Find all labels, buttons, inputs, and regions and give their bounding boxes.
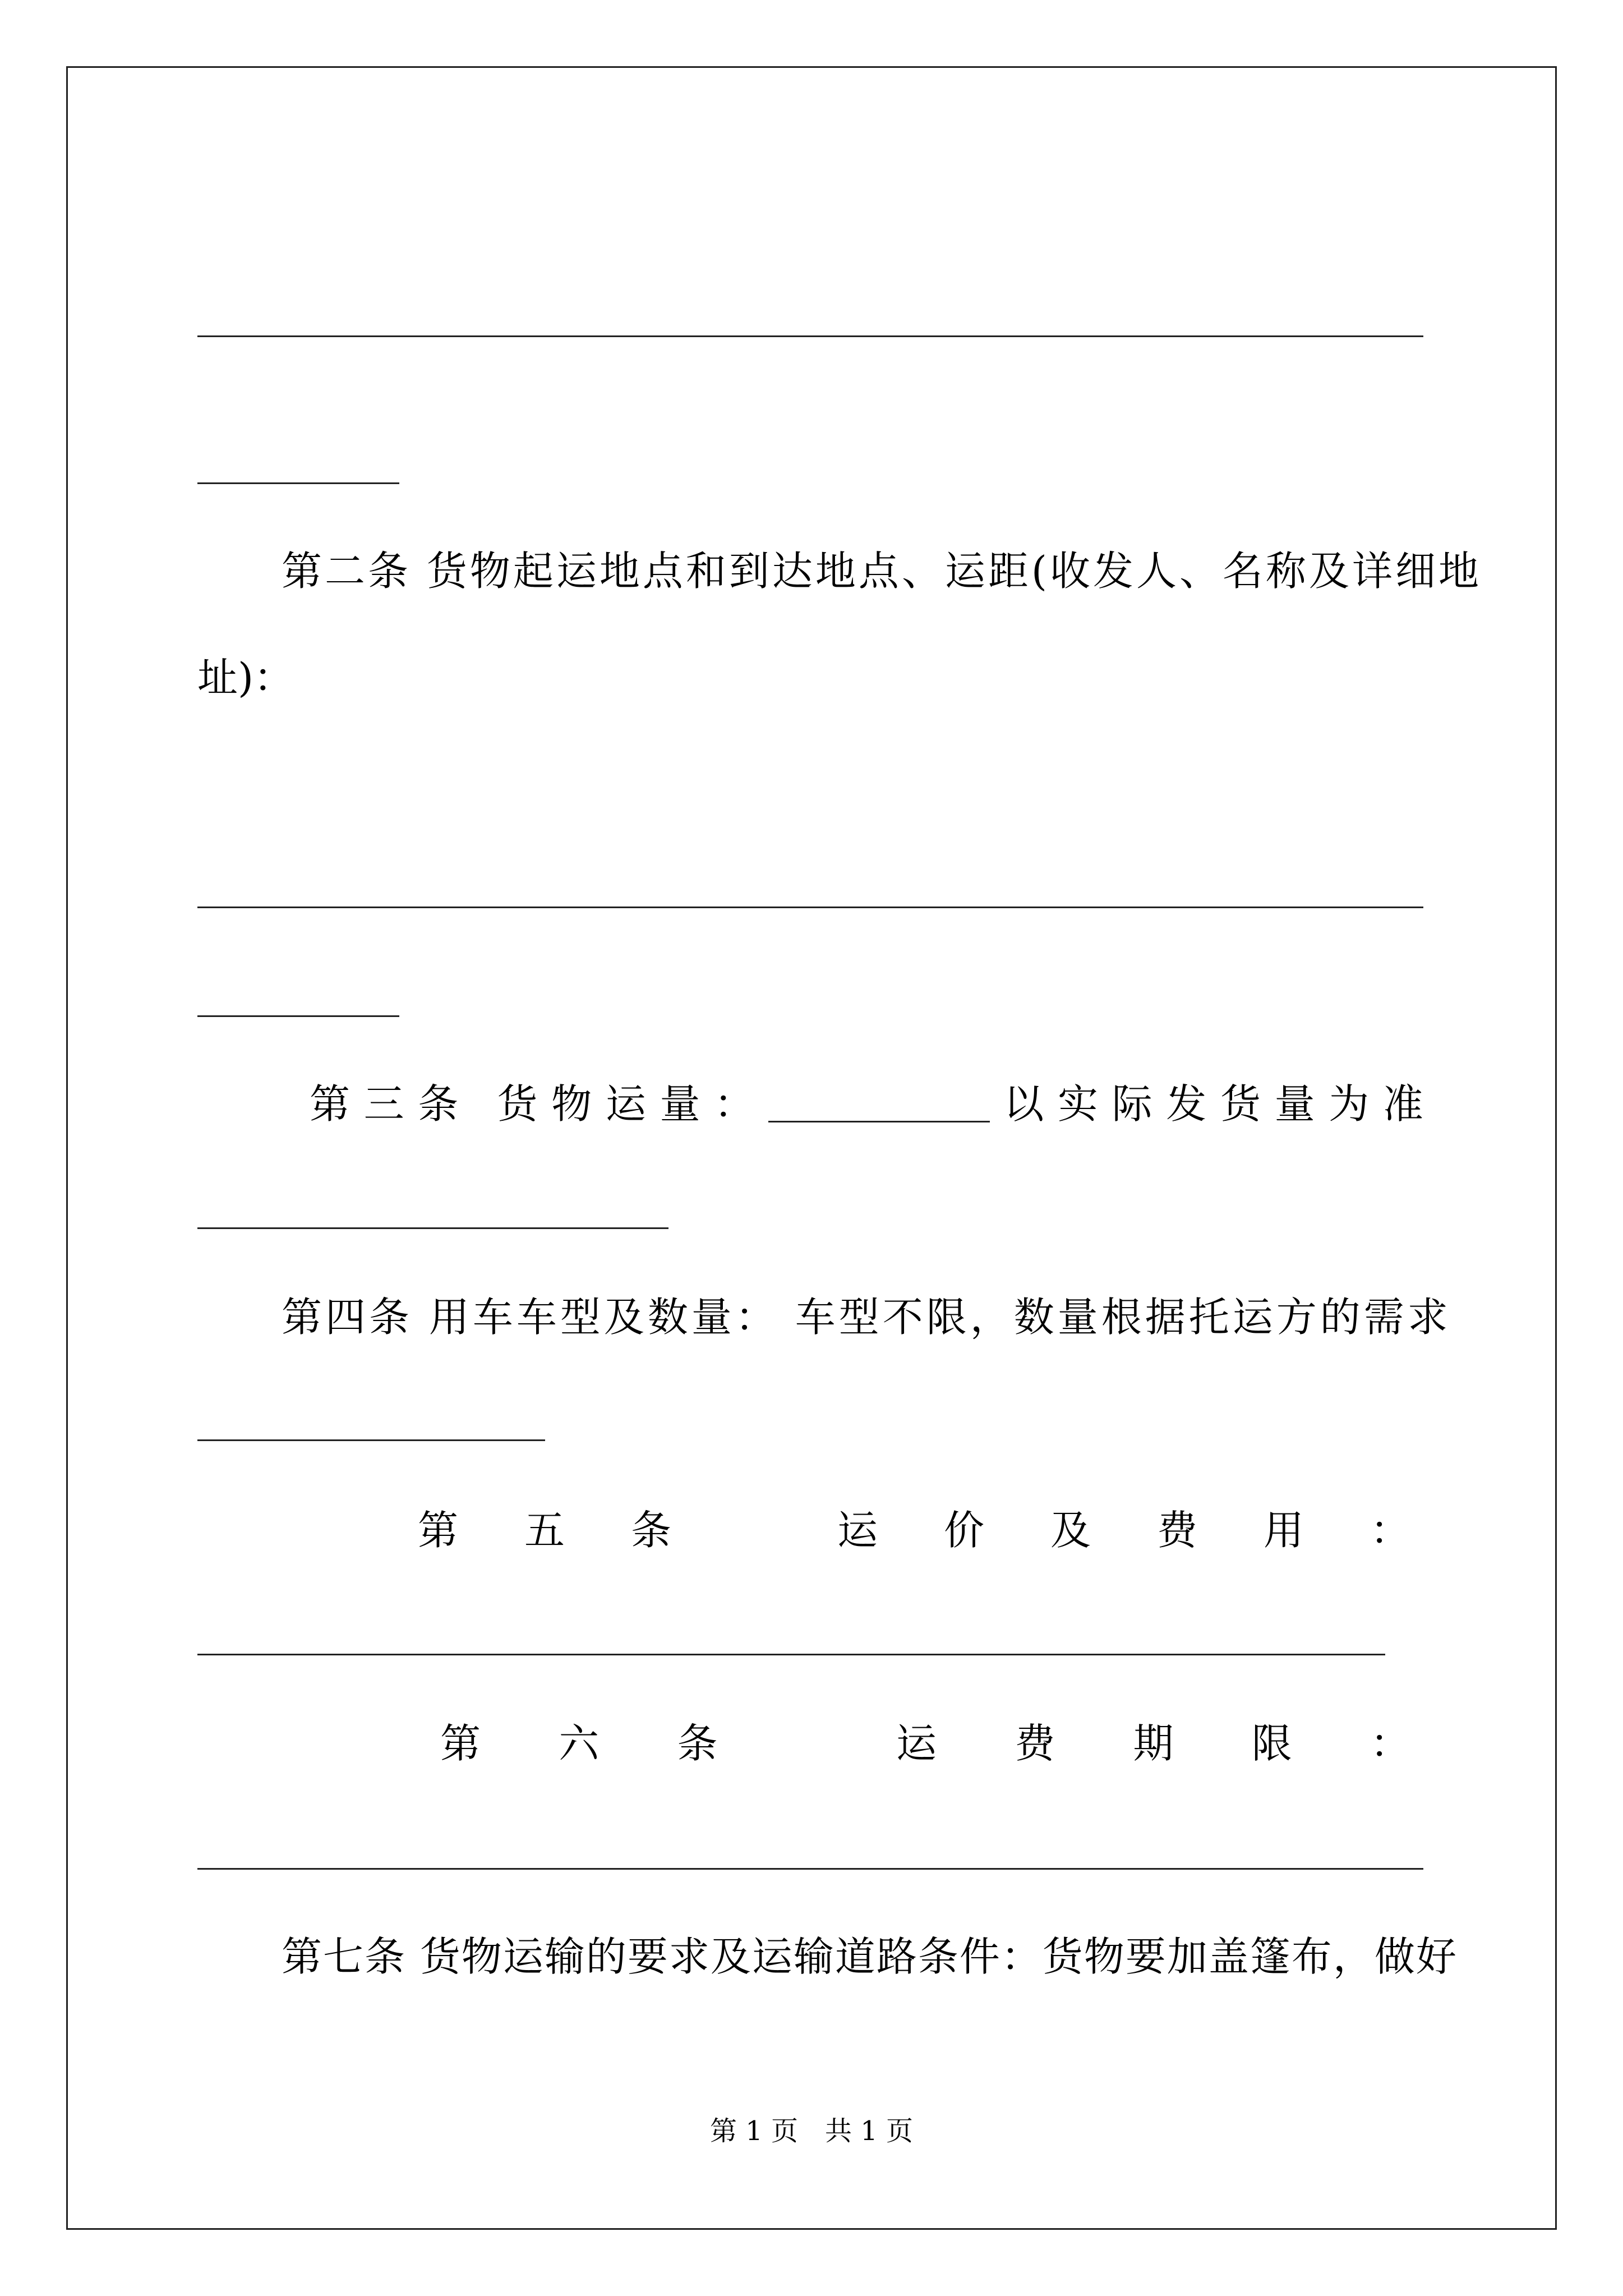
article-3-char: 发 <box>1166 1080 1207 1128</box>
fill-line <box>197 1227 668 1229</box>
article-3-char: 第 <box>310 1080 351 1128</box>
article-5-char: 费 <box>1156 1507 1197 1554</box>
fill-line <box>197 1654 1385 1655</box>
article-2-line-1: 第二条 货物起运地点和到达地点、运距(收发人、名称及详细地 <box>282 547 1482 595</box>
article-6-char: 运 <box>896 1720 937 1767</box>
article-3-char: 为 <box>1329 1080 1370 1128</box>
article-3-char: 货 <box>1220 1080 1261 1128</box>
article-3-char: 际 <box>1112 1080 1152 1128</box>
page-footer: 第 1 页 共 1 页 <box>709 2115 914 2147</box>
article-3 <box>310 1076 1423 1132</box>
article-5-char: 条 <box>631 1507 672 1554</box>
article-2-line-2: 址)： <box>197 654 294 701</box>
article-7: 第七条 货物运输的要求及运输道路条件：货物要加盖篷布，做好 <box>282 1933 1458 1980</box>
article-6-char: 六 <box>559 1720 600 1767</box>
article-3-char: 物 <box>551 1080 592 1128</box>
article-5-char: ： <box>1370 1507 1410 1554</box>
article-3-char: 以 <box>1003 1080 1044 1128</box>
article-5 <box>418 1502 1410 1558</box>
article-4: 第四条 用车车型及数量： 车型不限，数量根据托运方的需求 <box>282 1294 1451 1341</box>
fill-line <box>197 907 1423 908</box>
fill-line <box>197 482 399 484</box>
article-6-char: ： <box>1370 1720 1410 1767</box>
fill-line <box>197 1439 545 1441</box>
article-6-char: 期 <box>1133 1720 1174 1767</box>
article-3-char: 实 <box>1058 1080 1099 1128</box>
article-5-char: 价 <box>943 1507 984 1554</box>
article-5-char: 用 <box>1263 1507 1304 1554</box>
fill-line <box>197 335 1423 337</box>
fill-line <box>197 1868 1423 1870</box>
page-border <box>66 66 1557 2230</box>
article-6-char: 条 <box>677 1720 718 1767</box>
article-5-char: 及 <box>1050 1507 1091 1554</box>
article-5-char: 第 <box>418 1507 459 1554</box>
article-3-char: 准 <box>1382 1080 1423 1128</box>
article-3-char: 条 <box>418 1080 459 1128</box>
article-5-char: 运 <box>837 1507 878 1554</box>
article-3-char: 运 <box>605 1080 646 1128</box>
quantity-blank <box>768 1086 990 1122</box>
article-6-char: 第 <box>440 1720 481 1767</box>
fill-line <box>197 1015 399 1017</box>
article-3-char: 量 <box>1274 1080 1315 1128</box>
article-3-char: 货 <box>497 1080 538 1128</box>
article-6 <box>440 1715 1410 1772</box>
article-6-char: 限 <box>1251 1720 1292 1767</box>
article-3-char: 量 <box>660 1080 700 1128</box>
article-6-char: 费 <box>1015 1720 1055 1767</box>
article-3-char: ： <box>714 1080 755 1128</box>
article-3-char: 三 <box>363 1080 404 1128</box>
article-5-char: 五 <box>524 1507 565 1554</box>
